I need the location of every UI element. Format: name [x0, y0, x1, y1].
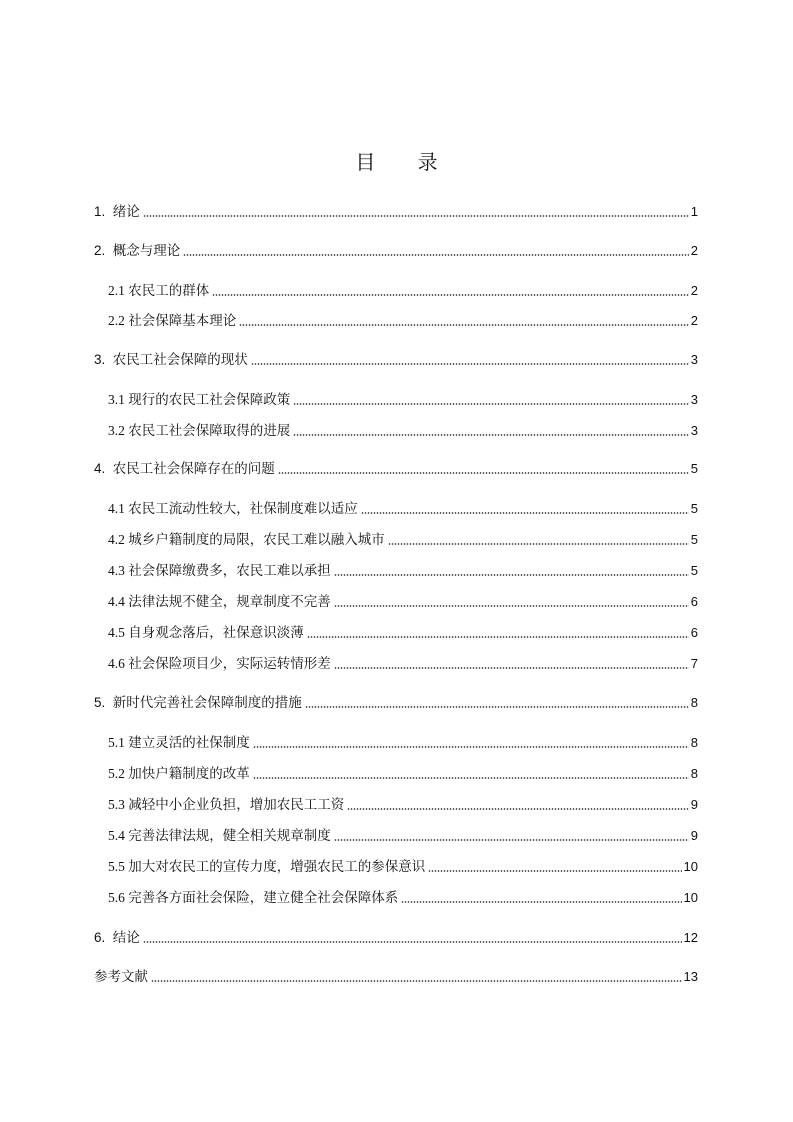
dot-leader	[253, 777, 689, 779]
toc-entry-title: 概念与理论	[112, 243, 181, 259]
dot-leader	[183, 254, 689, 256]
toc-entry-title: 加大对农民工的宣传力度，增强农民工的参保意识	[128, 859, 426, 875]
toc-subentry[interactable]	[108, 561, 698, 581]
toc-entry-page: 6	[690, 594, 698, 609]
toc-subentry[interactable]	[108, 530, 698, 550]
toc-subentry[interactable]	[108, 826, 698, 846]
dot-leader	[334, 667, 689, 669]
dot-leader	[151, 980, 682, 982]
toc-subentry[interactable]	[108, 499, 698, 519]
toc-entry-title: 农民工社会保障存在的问题	[112, 461, 275, 477]
toc-entry-page: 7	[690, 656, 698, 671]
toc-entry-number: 5.4	[108, 828, 129, 843]
toc-entry[interactable]	[94, 241, 698, 261]
dot-leader	[388, 543, 689, 545]
toc-entry-number: 5.6	[108, 890, 129, 905]
toc-entry-page: 6	[690, 625, 698, 640]
toc-entry-number: 4.6	[108, 656, 129, 671]
dot-leader	[293, 434, 689, 436]
toc-entry-number: 3.	[94, 352, 113, 367]
dot-leader	[334, 605, 689, 607]
toc-entry-number: 2.1	[108, 283, 129, 298]
dot-leader	[212, 294, 689, 296]
toc-entry-number: 4.5	[108, 625, 129, 640]
toc-entry[interactable]	[94, 693, 698, 713]
toc-entry-page: 10	[683, 890, 698, 905]
dot-leader	[334, 574, 689, 576]
toc-entry-page: 5	[690, 563, 698, 578]
dot-leader	[401, 901, 681, 903]
toc-entry-title: 减轻中小企业负担，增加农民工工资	[128, 797, 345, 813]
toc-entry[interactable]	[94, 459, 698, 479]
toc-subentry[interactable]	[108, 654, 698, 674]
toc-entry[interactable]	[94, 928, 698, 948]
toc-entry-title: 社会保障基本理论	[128, 313, 237, 329]
toc-subentry[interactable]	[108, 795, 698, 815]
toc-entry-number: 2.2	[108, 313, 129, 328]
toc-subentry[interactable]	[108, 281, 698, 301]
toc-entry-title: 农民工的群体	[128, 283, 210, 299]
toc-entry-title: 完善各方面社会保险，建立健全社会保障体系	[128, 890, 399, 906]
toc-subentry[interactable]	[108, 733, 698, 753]
toc-subentry[interactable]	[108, 764, 698, 784]
dot-leader	[293, 403, 689, 405]
dot-leader	[251, 363, 689, 365]
toc-entry-number: 4.1	[108, 501, 129, 516]
toc-entry-number: 5.1	[108, 735, 129, 750]
toc-entry-number: 4.2	[108, 532, 129, 547]
toc-entry-page: 2	[690, 243, 698, 258]
toc-entry-number: 3.1	[108, 392, 129, 407]
toc-entry-title: 参考文献	[94, 969, 148, 985]
toc-entry-page: 8	[690, 735, 698, 750]
toc-entry-page: 5	[690, 501, 698, 516]
toc-subentry[interactable]	[108, 857, 698, 877]
dot-leader	[305, 706, 689, 708]
toc-entry-number: 5.	[94, 695, 113, 710]
toc-entry-title: 法律法规不健全，规章制度不完善	[128, 594, 331, 610]
toc-entry[interactable]	[94, 350, 698, 370]
toc-entry-page: 9	[690, 797, 698, 812]
toc-entry-title: 农民工社会保障的现状	[112, 352, 248, 368]
dot-leader	[428, 870, 681, 872]
toc-entry-page: 1	[690, 204, 698, 219]
toc-entry-title: 自身观念落后，社保意识淡薄	[128, 625, 304, 641]
toc-subentry[interactable]	[108, 421, 698, 441]
toc-entry-page: 9	[690, 828, 698, 843]
toc-entry-number: 6.	[94, 930, 113, 945]
toc-entry[interactable]	[94, 202, 698, 222]
dot-leader	[334, 839, 689, 841]
toc-entry-title: 农民工流动性较大，社保制度难以适应	[128, 501, 358, 517]
toc-entry-title: 新时代完善社会保障制度的措施	[112, 695, 302, 711]
toc-entry-page: 3	[690, 352, 698, 367]
toc-entry-number: 1.	[94, 204, 113, 219]
dot-leader	[361, 512, 689, 514]
page-title: 目 录	[355, 150, 456, 174]
toc-entry-page: 8	[690, 695, 698, 710]
toc-entry-title: 完善法律法规，健全相关规章制度	[128, 828, 331, 844]
toc-entry-page: 3	[690, 423, 698, 438]
dot-leader	[278, 472, 689, 474]
toc-entry-number: 2.	[94, 243, 113, 258]
toc-entry-number: 5.3	[108, 797, 129, 812]
toc-subentry[interactable]	[108, 311, 698, 331]
toc-entry-title: 社会保险项目少，实际运转情形差	[128, 656, 331, 672]
toc-entry-title: 结论	[112, 930, 140, 946]
toc-entry-page: 5	[690, 461, 698, 476]
dot-leader	[143, 215, 689, 217]
toc-entry-page: 3	[690, 392, 698, 407]
toc-entry-number: 3.2	[108, 423, 129, 438]
toc-subentry[interactable]	[108, 390, 698, 410]
toc-entry-page: 12	[683, 930, 698, 945]
toc-entry-title: 建立灵活的社保制度	[128, 735, 250, 751]
dot-leader	[143, 941, 682, 943]
toc-entry-page: 2	[690, 313, 698, 328]
toc-entry-page: 5	[690, 532, 698, 547]
toc-entry-page: 13	[683, 969, 698, 984]
toc-entry-title: 城乡户籍制度的局限，农民工难以融入城市	[128, 532, 385, 548]
toc-entry-page: 2	[690, 283, 698, 298]
dot-leader	[253, 746, 689, 748]
toc-entry-title: 农民工社会保障取得的进展	[128, 423, 291, 439]
toc-entry-page: 8	[690, 766, 698, 781]
toc-subentry[interactable]	[108, 592, 698, 612]
toc-entry-number: 5.2	[108, 766, 129, 781]
toc-entry-title: 加快户籍制度的改革	[128, 766, 250, 782]
toc-entry-number: 4.	[94, 461, 113, 476]
toc-entry-number: 4.3	[108, 563, 129, 578]
dot-leader	[347, 808, 689, 810]
toc-entry-title: 社会保障缴费多，农民工难以承担	[128, 563, 331, 579]
dot-leader	[239, 324, 689, 326]
toc-entry-page: 10	[683, 859, 698, 874]
toc-entry-title: 现行的农民工社会保障政策	[128, 392, 291, 408]
toc-subentry[interactable]	[108, 888, 698, 908]
toc-subentry[interactable]	[108, 623, 698, 643]
toc-entry-title: 绪论	[112, 204, 140, 220]
toc-entry-number: 5.5	[108, 859, 129, 874]
toc-entry[interactable]	[94, 967, 698, 987]
toc-entry-number: 4.4	[108, 594, 129, 609]
dot-leader	[307, 636, 689, 638]
